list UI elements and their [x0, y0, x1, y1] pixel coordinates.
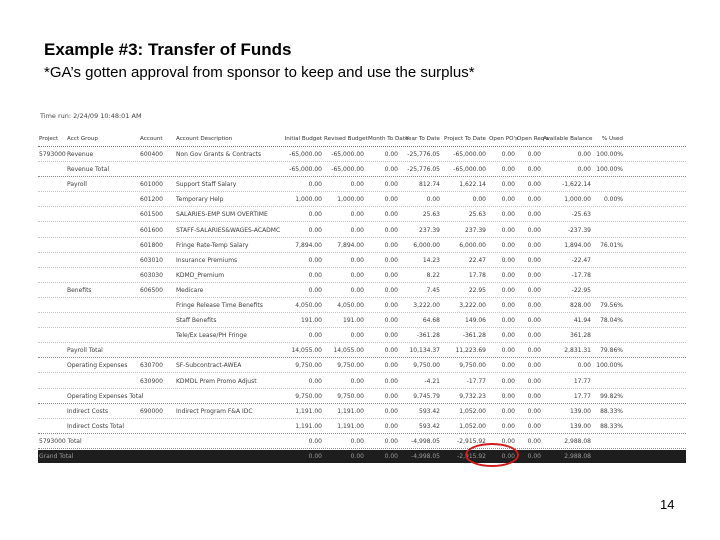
table-row — [38, 314, 686, 328]
cell-month-to-date: 0.00 — [384, 392, 398, 400]
table-row — [38, 284, 686, 298]
cell-project-to-date: 9,750.00 — [459, 362, 486, 370]
cell-year-to-date: -4,998.05 — [411, 453, 440, 460]
cell-pct-used: 100.00% — [596, 166, 623, 174]
cell-account-description: STAFF-SALARIES&WAGES-ACADMC — [176, 226, 281, 234]
header-project-to-date: Project To Date — [444, 136, 486, 142]
cell-open-reqs: 0.00 — [527, 196, 541, 204]
cell-acct-group: Payroll Total — [67, 347, 103, 355]
cell-available-balance: 2,831.31 — [564, 347, 591, 355]
cell-pct-used: 88.33% — [600, 407, 623, 415]
table-row — [38, 208, 686, 222]
cell-month-to-date: 0.00 — [384, 151, 398, 158]
cell-initial-budget: 1,191.00 — [295, 422, 322, 430]
cell-account: 601200 — [140, 196, 163, 204]
cell-available-balance: -22.95 — [571, 286, 591, 294]
cell-revised-budget: 1,191.00 — [337, 422, 364, 430]
cell-open-reqs: 0.00 — [527, 362, 541, 370]
cell-year-to-date: 10,134.37 — [409, 347, 440, 355]
cell-open-reqs: 0.00 — [527, 226, 541, 234]
table-row — [38, 359, 686, 373]
cell-initial-budget: 9,750.00 — [295, 362, 322, 370]
cell-open-reqs: 0.00 — [527, 302, 541, 309]
cell-open-reqs: 0.00 — [527, 422, 541, 430]
cell-open-reqs: 0.00 — [527, 286, 541, 294]
cell-account: 606500 — [140, 286, 163, 294]
slide-subtitle: *GA’s gotten approval from sponsor to keep and use the surplus* — [44, 64, 475, 81]
cell-project-to-date: 1,622.14 — [459, 181, 486, 189]
cell-open-reqs: 0.00 — [527, 181, 541, 189]
cell-open-pos: 0.00 — [501, 377, 515, 385]
cell-open-pos: 0.00 — [501, 151, 515, 158]
cell-initial-budget: 0.00 — [308, 271, 322, 279]
cell-revised-budget: 0.00 — [350, 256, 364, 264]
cell-open-pos: 0.00 — [501, 317, 515, 325]
cell-initial-budget: 0.00 — [308, 181, 322, 189]
cell-open-reqs: 0.00 — [527, 347, 541, 355]
header-acct-group: Acct Group — [67, 136, 98, 142]
cell-project: 5793000 Total — [39, 437, 82, 445]
cell-available-balance: 17.77 — [573, 377, 591, 385]
cell-open-pos: 0.00 — [501, 256, 515, 264]
header-available-balance: Available Balance — [543, 136, 593, 142]
cell-month-to-date: 0.00 — [384, 271, 398, 279]
cell-pct-used: 78.04% — [600, 317, 623, 325]
cell-month-to-date: 0.00 — [384, 377, 398, 385]
cell-pct-used: 100.00% — [596, 151, 623, 158]
table-row — [38, 193, 686, 207]
cell-project-to-date: 17.78 — [468, 271, 486, 279]
cell-available-balance: 361.28 — [570, 332, 591, 340]
cell-open-reqs: 0.00 — [527, 271, 541, 279]
cell-revised-budget: -65,000.00 — [331, 166, 364, 174]
cell-open-reqs: 0.00 — [527, 377, 541, 385]
cell-available-balance: -1,622.14 — [562, 181, 591, 189]
cell-account: 630900 — [140, 377, 163, 385]
cell-project-to-date: 22.95 — [468, 286, 486, 294]
header-account: Account — [140, 136, 163, 142]
cell-pct-used: 76.01% — [600, 241, 623, 249]
cell-month-to-date: 0.00 — [384, 181, 398, 189]
cell-available-balance: 1,000.00 — [564, 196, 591, 204]
cell-pct-used: 100.00% — [596, 362, 623, 370]
cell-month-to-date: 0.00 — [384, 241, 398, 249]
cell-month-to-date: 0.00 — [384, 422, 398, 430]
cell-month-to-date: 0.00 — [384, 211, 398, 219]
cell-open-pos: 0.00 — [501, 453, 515, 460]
cell-month-to-date: 0.00 — [384, 347, 398, 355]
cell-available-balance: 0.00 — [577, 151, 591, 158]
cell-open-pos: 0.00 — [501, 422, 515, 430]
cell-initial-budget: 4,050.00 — [295, 302, 322, 309]
cell-open-pos: 0.00 — [501, 347, 515, 355]
cell-acct-group: Benefits — [67, 286, 92, 294]
cell-revised-budget: 0.00 — [350, 453, 364, 460]
cell-year-to-date: -25,776.05 — [407, 151, 440, 158]
cell-open-pos: 0.00 — [501, 302, 515, 309]
cell-month-to-date: 0.00 — [384, 166, 398, 174]
table-row — [38, 178, 686, 192]
cell-acct-group: Revenue Total — [67, 166, 110, 174]
cell-acct-group: Payroll — [67, 181, 87, 189]
cell-pct-used: 79.86% — [600, 347, 623, 355]
cell-open-reqs: 0.00 — [527, 211, 541, 219]
cell-year-to-date: 812.74 — [419, 181, 440, 189]
cell-project-to-date: 25.63 — [468, 211, 486, 219]
cell-initial-budget: 9,750.00 — [295, 392, 322, 400]
cell-year-to-date: -4,998.05 — [411, 437, 440, 445]
cell-open-pos: 0.00 — [501, 241, 515, 249]
cell-available-balance: -17.78 — [571, 271, 591, 279]
cell-initial-budget: 0.00 — [308, 211, 322, 219]
budget-report — [38, 112, 686, 460]
cell-account-description: SALARIES-EMP SUM OVERTIME — [176, 211, 268, 219]
cell-year-to-date: 14.23 — [422, 256, 440, 264]
cell-revised-budget: 0.00 — [350, 226, 364, 234]
cell-year-to-date: 237.39 — [419, 226, 440, 234]
cell-month-to-date: 0.00 — [384, 437, 398, 445]
cell-account-description: Fringe Rate-Temp Salary — [176, 241, 249, 249]
table-row — [38, 239, 686, 253]
report-timestamp: Time run: 2/24/09 10:48:01 AM — [40, 112, 142, 120]
cell-year-to-date: 8.22 — [426, 271, 440, 279]
cell-account: 601600 — [140, 226, 163, 234]
cell-acct-group: Operating Expenses — [67, 362, 128, 370]
header-pct-used: % Used — [601, 136, 623, 142]
highlight-oval — [465, 443, 519, 467]
cell-revised-budget: 0.00 — [350, 286, 364, 294]
cell-account-description: Support Staff Salary — [176, 181, 237, 189]
cell-available-balance: 0.00 — [577, 362, 591, 370]
cell-open-pos: 0.00 — [501, 226, 515, 234]
cell-project-to-date: -65,000.00 — [453, 151, 486, 158]
cell-open-reqs: 0.00 — [527, 317, 541, 325]
cell-revised-budget: 1,000.00 — [337, 196, 364, 204]
cell-month-to-date: 0.00 — [384, 407, 398, 415]
table-row — [38, 435, 686, 449]
cell-account-description: Non Gov Grants & Contracts — [176, 151, 262, 158]
cell-open-pos: 0.00 — [501, 332, 515, 340]
cell-revised-budget: 0.00 — [350, 181, 364, 189]
cell-month-to-date: 0.00 — [384, 226, 398, 234]
cell-revised-budget: 1,191.00 — [337, 407, 364, 415]
table-row — [38, 390, 686, 404]
slide-title: Example #3: Transfer of Funds — [44, 40, 292, 59]
cell-open-reqs: 0.00 — [527, 453, 541, 460]
cell-year-to-date: 64.68 — [422, 317, 440, 325]
table-row — [38, 148, 686, 162]
cell-initial-budget: 0.00 — [308, 286, 322, 294]
cell-available-balance: 0.00 — [577, 166, 591, 174]
cell-month-to-date: 0.00 — [384, 453, 398, 460]
cell-open-pos: 0.00 — [501, 271, 515, 279]
cell-year-to-date: 593.42 — [419, 422, 440, 430]
cell-revised-budget: -65,000.00 — [331, 151, 364, 158]
header-initial-budget: Initial Budget — [284, 136, 322, 142]
cell-revised-budget: 0.00 — [350, 211, 364, 219]
cell-month-to-date: 0.00 — [384, 196, 398, 204]
cell-account-description: Insurance Premiums — [176, 256, 238, 264]
cell-initial-budget: -65,000.00 — [289, 151, 322, 158]
cell-initial-budget: -65,000.00 — [289, 166, 322, 174]
cell-month-to-date: 0.00 — [384, 332, 398, 340]
cell-open-pos: 0.00 — [501, 437, 515, 445]
cell-project-to-date: 6,000.00 — [459, 241, 486, 249]
cell-account-description: Temporary Help — [176, 196, 224, 204]
cell-year-to-date: 3,222.00 — [413, 302, 440, 309]
cell-initial-budget: 0.00 — [308, 332, 322, 340]
table-row — [38, 254, 686, 268]
cell-pct-used: 88.33% — [600, 422, 623, 430]
cell-project-to-date: 1,052.00 — [459, 422, 486, 430]
cell-open-pos: 0.00 — [501, 196, 515, 204]
cell-revised-budget: 0.00 — [350, 271, 364, 279]
cell-initial-budget: 14,055.00 — [291, 347, 322, 355]
cell-available-balance: 2,988.08 — [564, 453, 591, 460]
cell-revised-budget: 0.00 — [350, 437, 364, 445]
cell-project-to-date: -361.28 — [462, 332, 486, 340]
cell-year-to-date: 0.00 — [426, 196, 440, 204]
cell-account: 601800 — [140, 241, 163, 249]
cell-year-to-date: 7.45 — [426, 286, 440, 294]
cell-account: 603010 — [140, 256, 163, 264]
cell-available-balance: -237.39 — [567, 226, 591, 234]
cell-available-balance: 41.94 — [573, 317, 591, 325]
cell-month-to-date: 0.00 — [384, 362, 398, 370]
cell-project: 5793000 — [39, 151, 66, 158]
cell-available-balance: 17.77 — [573, 392, 591, 400]
table-row — [38, 405, 686, 419]
cell-acct-group: Indirect Costs Total — [67, 422, 125, 430]
cell-initial-budget: 0.00 — [308, 256, 322, 264]
table-row — [38, 299, 686, 313]
cell-project-to-date: 11,223.69 — [455, 347, 486, 355]
cell-account-description: Indirect Program F&A IDC — [176, 407, 253, 415]
cell-account: 600400 — [140, 151, 163, 158]
cell-year-to-date: 9,750.00 — [413, 362, 440, 370]
cell-project-to-date: 22.47 — [468, 256, 486, 264]
table-row — [38, 163, 686, 177]
report-header-row — [38, 132, 686, 147]
cell-account-description: Fringe Release Time Benefits — [176, 302, 263, 309]
table-row — [38, 329, 686, 343]
header-year-to-date: Year To Date — [405, 136, 440, 142]
cell-project-to-date: 3,222.00 — [459, 302, 486, 309]
header-open-reqs: Open Req's — [517, 136, 549, 142]
cell-open-pos: 0.00 — [501, 362, 515, 370]
cell-month-to-date: 0.00 — [384, 256, 398, 264]
header-open-pos: Open PO's — [489, 136, 518, 142]
cell-initial-budget: 191.00 — [301, 317, 322, 325]
cell-month-to-date: 0.00 — [384, 286, 398, 294]
table-row — [38, 224, 686, 238]
cell-open-pos: 0.00 — [501, 181, 515, 189]
cell-open-reqs: 0.00 — [527, 332, 541, 340]
cell-available-balance: 828.00 — [570, 302, 591, 309]
cell-month-to-date: 0.00 — [384, 302, 398, 309]
cell-acct-group: Operating Expenses Total — [67, 392, 144, 400]
cell-project-to-date: 0.00 — [472, 196, 486, 204]
cell-open-reqs: 0.00 — [527, 437, 541, 445]
cell-initial-budget: 1,191.00 — [295, 407, 322, 415]
cell-project: Grand Total — [39, 453, 74, 460]
table-row — [38, 344, 686, 358]
cell-revised-budget: 9,750.00 — [337, 362, 364, 370]
cell-open-reqs: 0.00 — [527, 256, 541, 264]
cell-account-description: Medicare — [176, 286, 204, 294]
cell-account-description: KDMDL Prem Promo Adjust — [176, 377, 257, 385]
cell-open-pos: 0.00 — [501, 286, 515, 294]
cell-account: 601000 — [140, 181, 163, 189]
cell-available-balance: 139.00 — [570, 422, 591, 430]
cell-year-to-date: 25.63 — [422, 211, 440, 219]
cell-open-pos: 0.00 — [501, 407, 515, 415]
cell-open-reqs: 0.00 — [527, 241, 541, 249]
cell-account-description: Staff Benefits — [176, 317, 217, 325]
cell-project-to-date: 9,732.23 — [459, 392, 486, 400]
cell-pct-used: 0.00% — [603, 196, 623, 204]
cell-acct-group: Indirect Costs — [67, 407, 109, 415]
cell-revised-budget: 0.00 — [350, 332, 364, 340]
cell-acct-group: Revenue — [67, 151, 94, 158]
cell-available-balance: 139.00 — [570, 407, 591, 415]
cell-account: 690000 — [140, 407, 163, 415]
cell-project-to-date: 1,052.00 — [459, 407, 486, 415]
cell-revised-budget: 7,894.00 — [337, 241, 364, 249]
cell-year-to-date: -4.21 — [424, 377, 440, 385]
cell-revised-budget: 14,055.00 — [333, 347, 364, 355]
cell-project-to-date: -2,915.92 — [457, 437, 486, 445]
cell-initial-budget: 7,894.00 — [295, 241, 322, 249]
header-revised-budget: Revised Budget — [324, 136, 368, 142]
cell-project-to-date: 237.39 — [465, 226, 486, 234]
cell-revised-budget: 0.00 — [350, 377, 364, 385]
cell-open-pos: 0.00 — [501, 166, 515, 174]
cell-available-balance: 1,894.00 — [564, 241, 591, 249]
cell-open-reqs: 0.00 — [527, 407, 541, 415]
cell-year-to-date: -25,776.05 — [407, 166, 440, 174]
cell-pct-used: 79.56% — [600, 302, 623, 309]
table-row — [38, 375, 686, 389]
header-project: Project — [39, 136, 59, 142]
cell-pct-used: 99.82% — [600, 392, 623, 400]
cell-initial-budget: 0.00 — [308, 437, 322, 445]
cell-year-to-date: -361.28 — [416, 332, 440, 340]
cell-year-to-date: 9,745.79 — [413, 392, 440, 400]
cell-initial-budget: 0.00 — [308, 377, 322, 385]
cell-initial-budget: 1,000.00 — [295, 196, 322, 204]
cell-initial-budget: 0.00 — [308, 226, 322, 234]
cell-year-to-date: 593.42 — [419, 407, 440, 415]
cell-available-balance: -22.47 — [571, 256, 591, 264]
cell-initial-budget: 0.00 — [308, 453, 322, 460]
table-row — [38, 269, 686, 283]
cell-revised-budget: 4,050.00 — [337, 302, 364, 309]
cell-account-description: SF-Subcontract-AWEA — [176, 362, 242, 370]
cell-revised-budget: 191.00 — [343, 317, 364, 325]
cell-project-to-date: -65,000.00 — [453, 166, 486, 174]
cell-account: 601500 — [140, 211, 163, 219]
cell-account-description: KDMD_Premium — [176, 271, 225, 279]
cell-available-balance: -25.63 — [571, 211, 591, 219]
cell-open-reqs: 0.00 — [527, 392, 541, 400]
header-account-description: Account Description — [176, 136, 233, 142]
cell-project-to-date: 149.06 — [465, 317, 486, 325]
cell-open-reqs: 0.00 — [527, 166, 541, 174]
cell-open-pos: 0.00 — [501, 392, 515, 400]
cell-available-balance: 2,988.08 — [564, 437, 591, 445]
cell-open-reqs: 0.00 — [527, 151, 541, 158]
page-number: 14 — [660, 497, 675, 512]
cell-revised-budget: 9,750.00 — [337, 392, 364, 400]
cell-year-to-date: 6,000.00 — [413, 241, 440, 249]
table-row — [38, 420, 686, 434]
cell-account: 603030 — [140, 271, 163, 279]
cell-project-to-date: -17.77 — [466, 377, 486, 385]
cell-project-to-date: -2,915.92 — [457, 453, 486, 460]
cell-open-pos: 0.00 — [501, 211, 515, 219]
cell-month-to-date: 0.00 — [384, 317, 398, 325]
cell-account: 630700 — [140, 362, 163, 370]
header-month-to-date: Month To Date — [368, 136, 409, 142]
cell-account-description: Tele/Ex Lease/PH Fringe — [176, 332, 247, 340]
grand-total-row — [38, 450, 686, 463]
